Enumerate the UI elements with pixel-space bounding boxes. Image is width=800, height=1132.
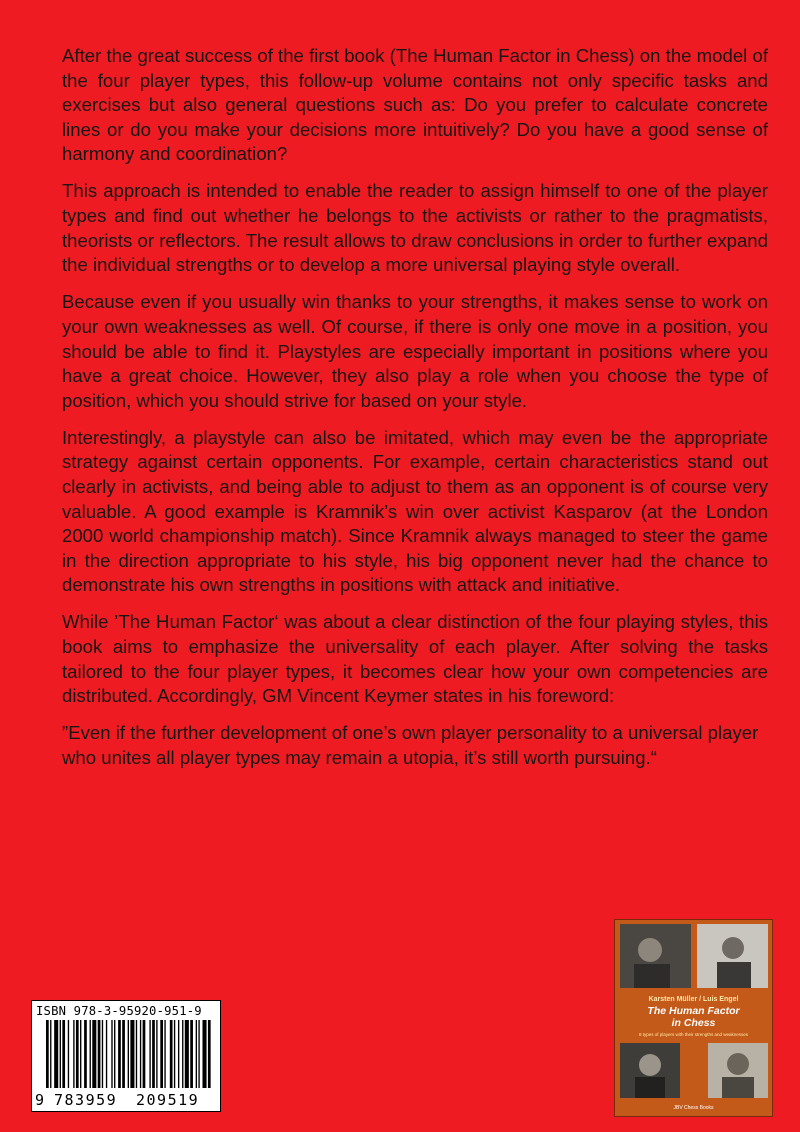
barcode-bar <box>156 1020 157 1088</box>
barcode-bar <box>114 1020 115 1088</box>
barcode-bar <box>160 1020 163 1088</box>
barcode-bars <box>46 1020 212 1094</box>
barcode-bar <box>73 1020 74 1088</box>
barcode-bar <box>54 1020 58 1088</box>
barcode-bar <box>106 1020 107 1088</box>
thumbnail-photo-bottom-left <box>620 1043 680 1098</box>
thumbnail-photo-top-left <box>620 924 691 988</box>
barcode-bar <box>190 1020 193 1088</box>
thumbnail-publisher: JBV Chess Books <box>673 1105 714 1111</box>
paragraph-4: Interestingly, a playstyle can also be imitated, which may even be the appropriate strategy against certain opponents. For example, certain characteristics stand out clearly in activists, and being able to adjust to them as an opponent is of course very valuable. A good example is Kramnik’s win over activist Kasparov (at the London 2000 world championship match). Since Kramnik always managed to steer the game in the direction appropriate to his style, his big opponent never had the chance to demonstrate his own strengths in positions with attack and initiative. <box>62 426 768 596</box>
barcode-bar <box>174 1020 175 1088</box>
barcode-digits-right: 209519 <box>136 1091 200 1109</box>
barcode-bar <box>140 1020 141 1088</box>
cover-thumbnail <box>614 919 773 1117</box>
barcode-bar <box>164 1020 165 1088</box>
thumbnail-title-line-1: The Human Factor <box>647 1005 740 1017</box>
thumbnail-photo-bottom-right <box>708 1043 768 1098</box>
back-cover-text <box>62 44 768 783</box>
barcode-bar <box>136 1020 137 1088</box>
barcode-digit-first: 9 <box>35 1091 45 1109</box>
barcode-bar <box>149 1020 150 1088</box>
thumbnail-authors: Karsten Müller / Luis Engel <box>648 996 739 1003</box>
isbn-number: ISBN 978-3-95920-951-9 <box>36 1004 202 1018</box>
barcode-digits-left: 783959 <box>54 1091 118 1109</box>
barcode-bar <box>50 1020 51 1088</box>
barcode-bar <box>118 1020 121 1088</box>
thumbnail-title-line-2: in Chess <box>671 1016 716 1029</box>
thumbnail-photo-top-right <box>697 924 768 988</box>
barcode-bar <box>60 1020 61 1088</box>
barcode-bar <box>178 1020 179 1088</box>
barcode-bar <box>84 1020 87 1088</box>
barcode-bar <box>170 1020 173 1088</box>
barcode-bar <box>198 1020 199 1088</box>
barcode-bar <box>68 1020 69 1088</box>
barcode-bar <box>102 1020 103 1088</box>
barcode-bar <box>130 1020 134 1088</box>
barcode-bar <box>98 1020 101 1088</box>
barcode-bar <box>202 1020 206 1088</box>
barcode-bar <box>46 1020 49 1088</box>
barcode-bar <box>196 1020 197 1088</box>
barcode-bar <box>128 1020 129 1088</box>
barcode-bar <box>143 1020 146 1088</box>
isbn-barcode <box>31 1000 221 1112</box>
barcode-bar <box>185 1020 189 1088</box>
barcode-bar <box>182 1020 183 1088</box>
barcode-bar <box>62 1020 65 1088</box>
paragraph-2: This approach is intended to enable the reader to assign himself to one of the player types and find out whether he belongs to the activists or rather to the pragmatists, theorists or reflectors. The result allows to draw conclusions in order to further expand the individual strengths or to develop a more universal playing style overall. <box>62 180 768 276</box>
keymer-quote: ”Even if the further development of one’s own player personality to a universal player who unites all player types may remain a utopia, it’s still worth pursuing.“ <box>62 722 759 768</box>
barcode-bar <box>122 1020 125 1088</box>
barcode-bar <box>90 1020 91 1088</box>
barcode-bar <box>208 1020 211 1088</box>
thumbnail-subtitle: 8 types of players with their strengths and weaknesses <box>638 1032 749 1037</box>
barcode-bar <box>76 1020 79 1088</box>
paragraph-1: After the great success of the first book (The Human Factor in Chess) on the model of the four player types, this follow-up volume contains not only specific tasks and exercises but also general questions such as: Do you prefer to calculate concrete lines or do you make your decisions more intuitively? Do you have a good sense of harmony and coordination? <box>62 45 768 165</box>
paragraph-5: While ’The Human Factor‘ was about a clear distinction of the four playing styles, this book aims to emphasize the universality of each player. After solving the tasks tailored to the four player types, it becomes clear how your own competencies are distributed. Accordingly, GM Vincent Keymer states in his foreword: <box>62 611 768 707</box>
thumbnail-title <box>615 1006 772 1029</box>
barcode-bar <box>111 1020 112 1088</box>
barcode-bar <box>80 1020 81 1088</box>
barcode-bar <box>152 1020 155 1088</box>
barcode-bar <box>92 1020 96 1088</box>
paragraph-3: Because even if you usually win thanks to your strengths, it makes sense to work on your own weaknesses as well. Of course, if there is only one move in a position, you should be able to find it. Playstyles are especially important in positions where you have a great choice. However, they also play a role when you choose the type of position, which you should strive for based on your style. <box>62 291 768 411</box>
